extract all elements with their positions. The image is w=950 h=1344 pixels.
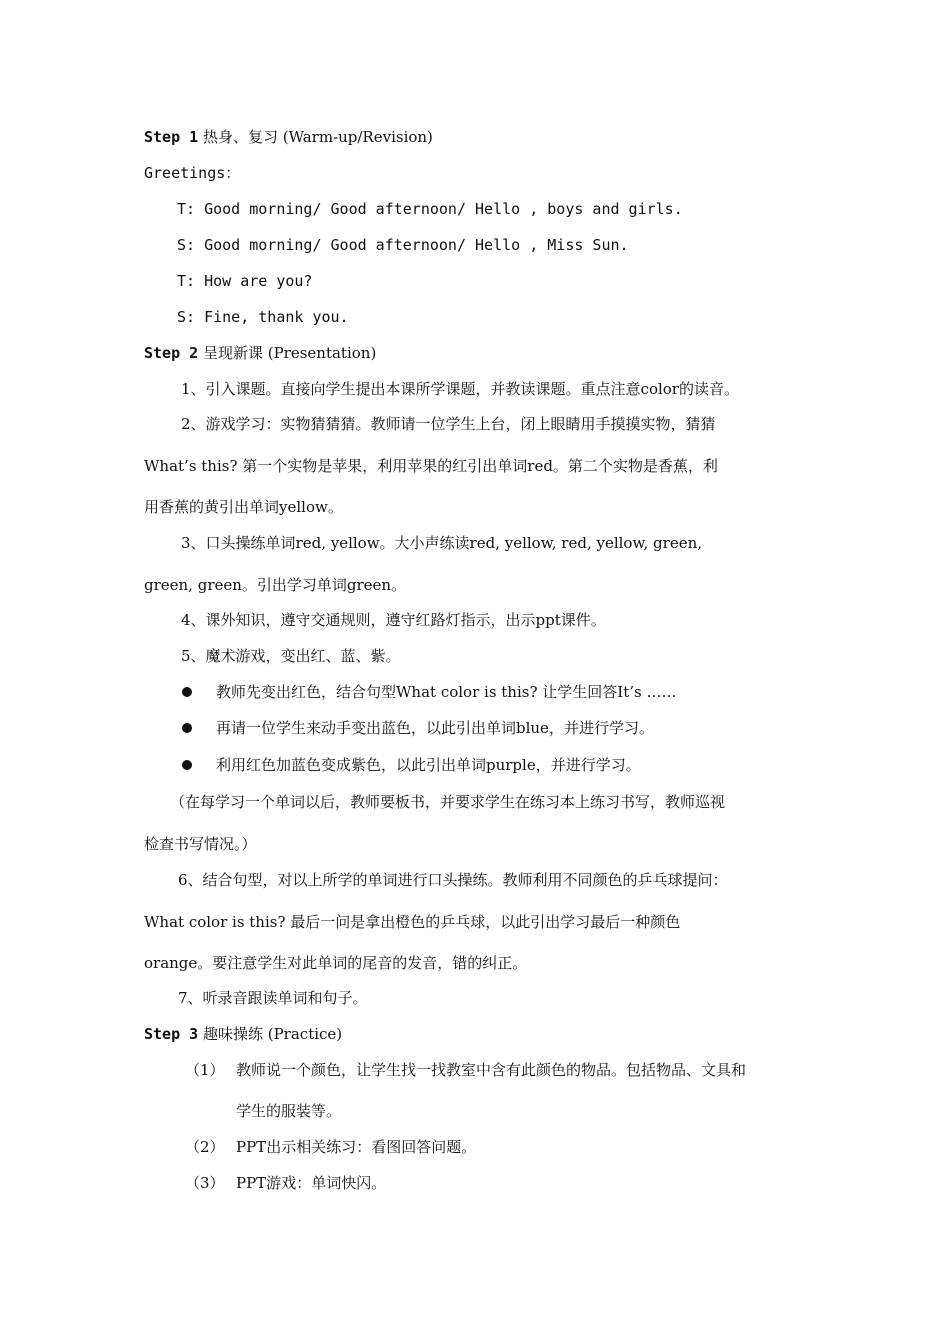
step2-paragraph-3-line-2: green, green。引出学习单词green。 (144, 576, 407, 594)
practice-item-1-line-2: 学生的服装等。 (236, 1102, 342, 1120)
dialogue-line-2: S: Good morning/ Good afternoon/ Hello , Miss Sun. (177, 236, 629, 254)
step2-note-line-1: （在每学习一个单词以后，教师要板书，并要求学生在练习本上练习书写，教师巡视 (170, 793, 726, 811)
step2-paragraph-2-line-3: 用香蕉的黄引出单词yellow。 (144, 498, 343, 516)
step2-title: 呈现新课 (Presentation) (202, 344, 377, 362)
practice-item-3-number: （3） (185, 1174, 225, 1192)
practice-item-3-line-1: PPT游戏：单词快闪。 (236, 1174, 387, 1192)
bullet-dot-icon (182, 723, 192, 733)
dialogue-line-1: T: Good morning/ Good afternoon/ Hello , boys and girls. (177, 200, 683, 218)
step2-paragraph-3-line-1: 3、口头操练单词red, yellow。大小声练读red, yellow, red, yellow, green, (181, 534, 703, 552)
step3-title: 趣味操练 (Practice) (202, 1025, 343, 1043)
step2-note-line-2: 检查书写情况。） (144, 835, 257, 853)
step2-paragraph-2-line-1: 2、游戏学习：实物猜猜猜。教师请一位学生上台，闭上眼睛用手摸摸实物，猜猜 (181, 415, 716, 433)
step2-paragraph-7: 7、听录音跟读单词和句子。 (178, 989, 368, 1007)
bullet-item-3: 利用红色加蓝色变成紫色，以此引出单词purple，并进行学习。 (216, 756, 641, 774)
step2-paragraph-1: 1、引入课题。直接向学生提出本课所学课题，并教读课题。重点注意color的读音。 (181, 380, 739, 398)
dialogue-line-3: T: How are you? (177, 272, 313, 290)
step2-paragraph-2-line-2: What’s this? 第一个实物是苹果，利用苹果的红引出单词red。第二个实物是香蕉，利 (144, 457, 718, 475)
step2-label: Step 2 (144, 344, 199, 362)
dialogue-line-4: S: Fine, thank you. (177, 308, 349, 326)
bullet-item-2: 再请一位学生来动手变出蓝色，以此引出单词blue，并进行学习。 (216, 719, 654, 737)
step2-heading (144, 343, 376, 363)
practice-item-2-number: （2） (185, 1138, 225, 1156)
step2-paragraph-4: 4、课外知识，遵守交通规则，遵守红路灯指示，出示ppt课件。 (181, 611, 606, 629)
practice-item-1-number: （1） (185, 1061, 225, 1079)
step2-paragraph-6-line-1: 6、结合句型，对以上所学的单词进行口头操练。教师利用不同颜色的乒乓球提问： (178, 871, 728, 889)
bullet-item-1: 教师先变出红色，结合句型What color is this? 让学生回答It’s …… (216, 683, 677, 701)
practice-item-1-line-1: 教师说一个颜色，让学生找一找教室中含有此颜色的物品。包括物品、文具和 (236, 1061, 747, 1079)
step3-heading (144, 1024, 342, 1044)
step3-label: Step 3 (144, 1025, 199, 1043)
step1-label: Step 1 (144, 128, 199, 146)
step1-heading (144, 127, 433, 147)
greetings-label: Greetings： (144, 164, 241, 182)
bullet-dot-icon (182, 760, 192, 770)
step2-paragraph-6-line-2: What color is this? 最后一问是拿出橙色的乒乓球，以此引出学习最后一种颜色 (144, 913, 681, 931)
bullet-dot-icon (182, 687, 192, 697)
step1-title: 热身、复习 (Warm-up/Revision) (202, 128, 433, 146)
practice-item-2-line-1: PPT出示相关练习：看图回答问题。 (236, 1138, 477, 1156)
step2-paragraph-6-line-3: orange。要注意学生对此单词的尾音的发音，错的纠正。 (144, 954, 528, 972)
step2-paragraph-5: 5、魔术游戏，变出红、蓝、紫。 (181, 647, 401, 665)
